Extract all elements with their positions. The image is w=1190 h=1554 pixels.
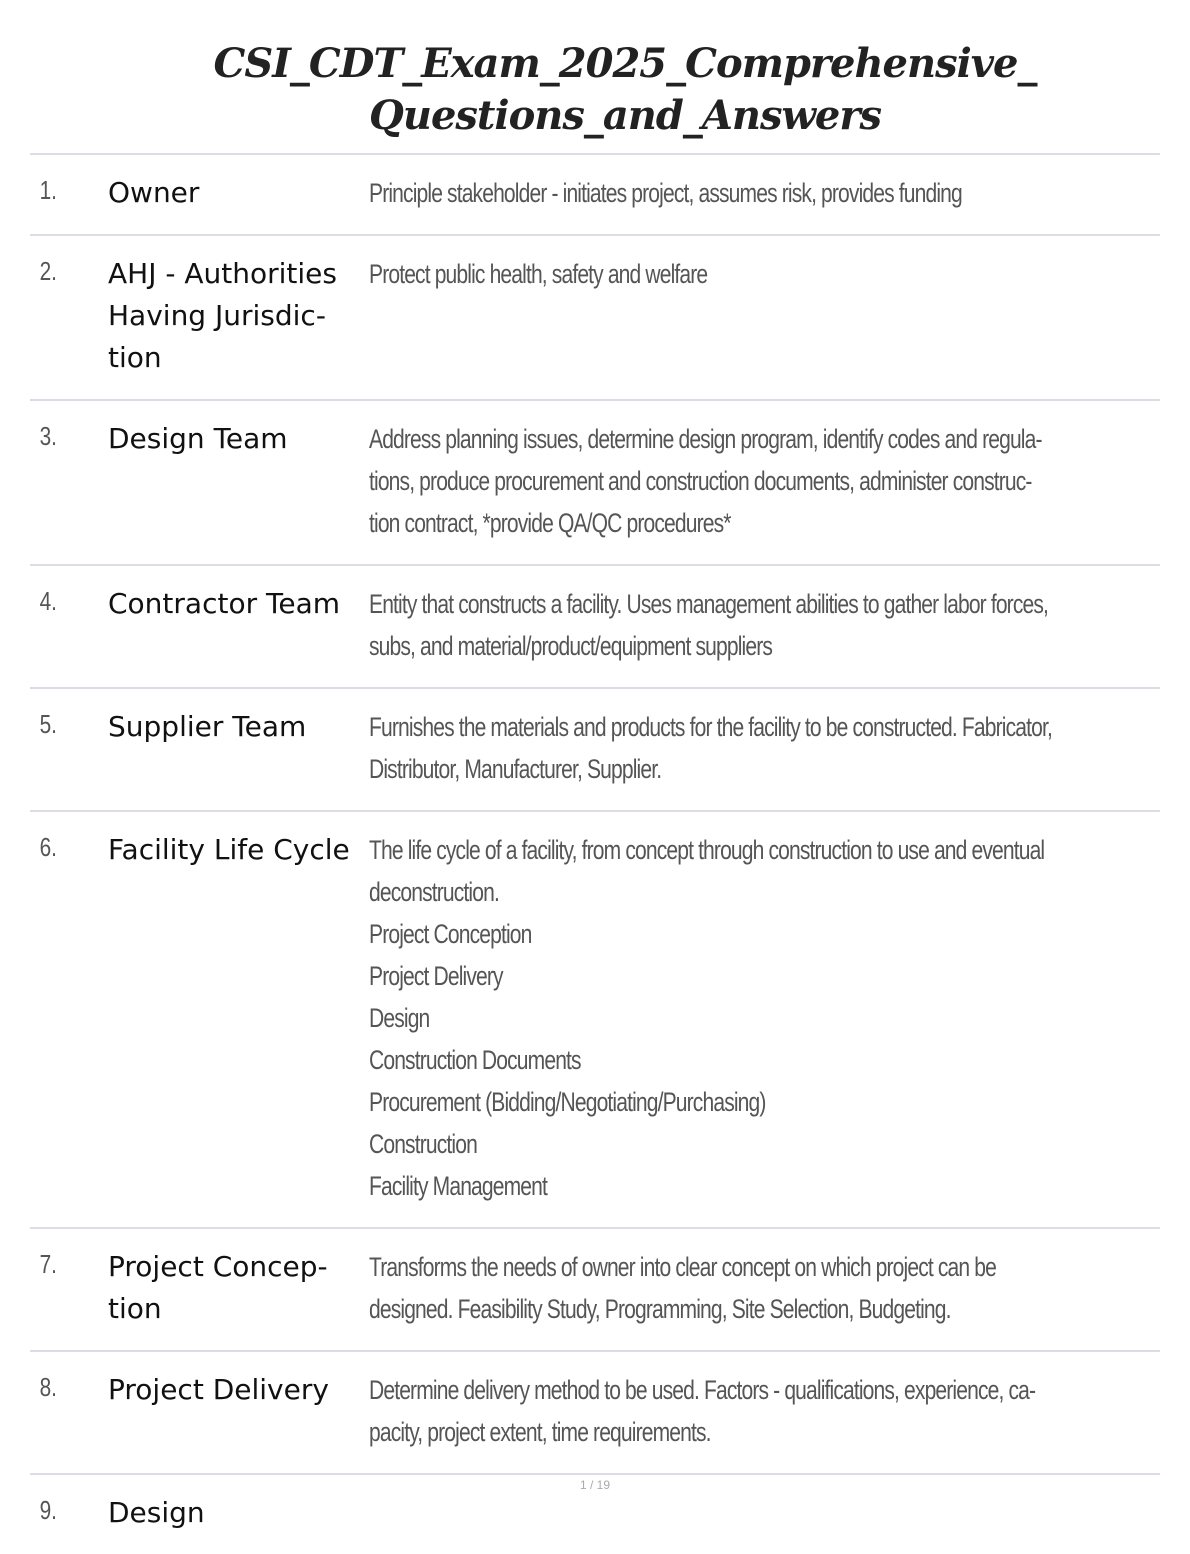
flashcard-row	[30, 401, 1160, 566]
item-number: 2.	[39, 256, 57, 286]
definition-line: The life cycle of a facility, from concept through construction to use and eventual	[369, 835, 1045, 865]
term-line: Having Jurisdic-	[108, 299, 326, 332]
item-definition	[369, 826, 1158, 1207]
term-line: tion	[108, 341, 162, 374]
flashcard-row	[30, 236, 1160, 401]
item-definition	[369, 1489, 1158, 1534]
definition-line: Project Delivery	[369, 961, 503, 991]
item-definition	[369, 250, 1158, 379]
item-term	[108, 1243, 369, 1330]
item-term	[108, 415, 369, 544]
definition-line: deconstruction.	[369, 877, 499, 907]
term-line: AHJ - Authorities	[108, 257, 337, 290]
term-line: Design	[108, 1496, 205, 1529]
item-definition	[369, 580, 1158, 667]
document-title	[0, 38, 1190, 142]
term-line: Owner	[108, 176, 200, 209]
definition-line: designed. Feasibility Study, Programming, Site Selection, Budgeting.	[369, 1294, 951, 1324]
item-definition	[369, 1366, 1158, 1453]
definition-line: Procurement (Bidding/Negotiating/Purchasing)	[369, 1087, 766, 1117]
item-definition	[369, 1243, 1158, 1330]
definition-line: pacity, project extent, time requirements.	[369, 1417, 711, 1447]
item-number: 3.	[39, 421, 57, 451]
term-line: Project Delivery	[108, 1373, 329, 1406]
term-line: Facility Life Cycle	[108, 833, 350, 866]
definition-line: Facility Management	[369, 1171, 548, 1201]
flashcard-list	[30, 153, 1160, 1554]
item-number: 7.	[39, 1249, 57, 1279]
item-definition	[369, 415, 1158, 544]
document-title-line-2: Questions_and_Answers	[369, 92, 881, 139]
definition-line: Construction Documents	[369, 1045, 581, 1075]
flashcard-row	[30, 689, 1160, 812]
term-line: Contractor Team	[108, 587, 340, 620]
item-term	[108, 1366, 369, 1453]
item-number: 5.	[39, 709, 57, 739]
definition-line: Address planning issues, determine design program, identify codes and regula-	[369, 424, 1042, 454]
definition-line: Distributor, Manufacturer, Supplier.	[369, 754, 662, 784]
flashcard-row	[30, 566, 1160, 689]
item-number: 1.	[39, 175, 57, 205]
term-line: Project Concep-	[108, 1250, 328, 1283]
definition-line: Transforms the needs of owner into clear concept on which project can be	[369, 1252, 996, 1282]
item-term	[108, 580, 369, 667]
definition-line: Design	[369, 1003, 430, 1033]
definition-line: Entity that constructs a facility. Uses management abilities to gather labor forces,	[369, 589, 1049, 619]
definition-line: Furnishes the materials and products for the facility to be constructed. Fabricator,	[369, 712, 1052, 742]
item-term	[108, 826, 369, 1207]
term-line: Supplier Team	[108, 710, 307, 743]
flashcard-row	[30, 1229, 1160, 1352]
definition-line: Construction	[369, 1129, 477, 1159]
item-number: 9.	[39, 1495, 57, 1525]
item-number: 8.	[39, 1372, 57, 1402]
item-term	[108, 1489, 369, 1534]
term-line: Design Team	[108, 422, 288, 455]
item-definition	[369, 703, 1158, 790]
definition-line: Project Conception	[369, 919, 532, 949]
flashcard-row	[30, 1352, 1160, 1475]
flashcard-row	[30, 155, 1160, 236]
term-line: tion	[108, 1292, 162, 1325]
definition-line: tion contract, *provide QA/QC procedures*	[369, 508, 731, 538]
definition-line: Determine delivery method to be used. Factors - qualifications, experience, ca-	[369, 1375, 1036, 1405]
page-indicator: 1 / 19	[579, 1478, 611, 1492]
flashcard-row	[30, 812, 1160, 1229]
item-term	[108, 250, 369, 379]
definition-line: Protect public health, safety and welfare	[369, 259, 708, 289]
item-number: 4.	[39, 586, 57, 616]
item-term	[108, 703, 369, 790]
definition-line: tions, produce procurement and construction documents, administer construc-	[369, 466, 1032, 496]
definition-line: subs, and material/product/equipment suppliers	[369, 631, 773, 661]
definition-line: Principle stakeholder - initiates project, assumes risk, provides funding	[369, 178, 962, 208]
item-term	[108, 169, 369, 214]
item-definition	[369, 169, 1158, 214]
item-number: 6.	[39, 832, 57, 862]
document-title-line-1: CSI_CDT_Exam_2025_Comprehensive_	[213, 40, 1037, 87]
